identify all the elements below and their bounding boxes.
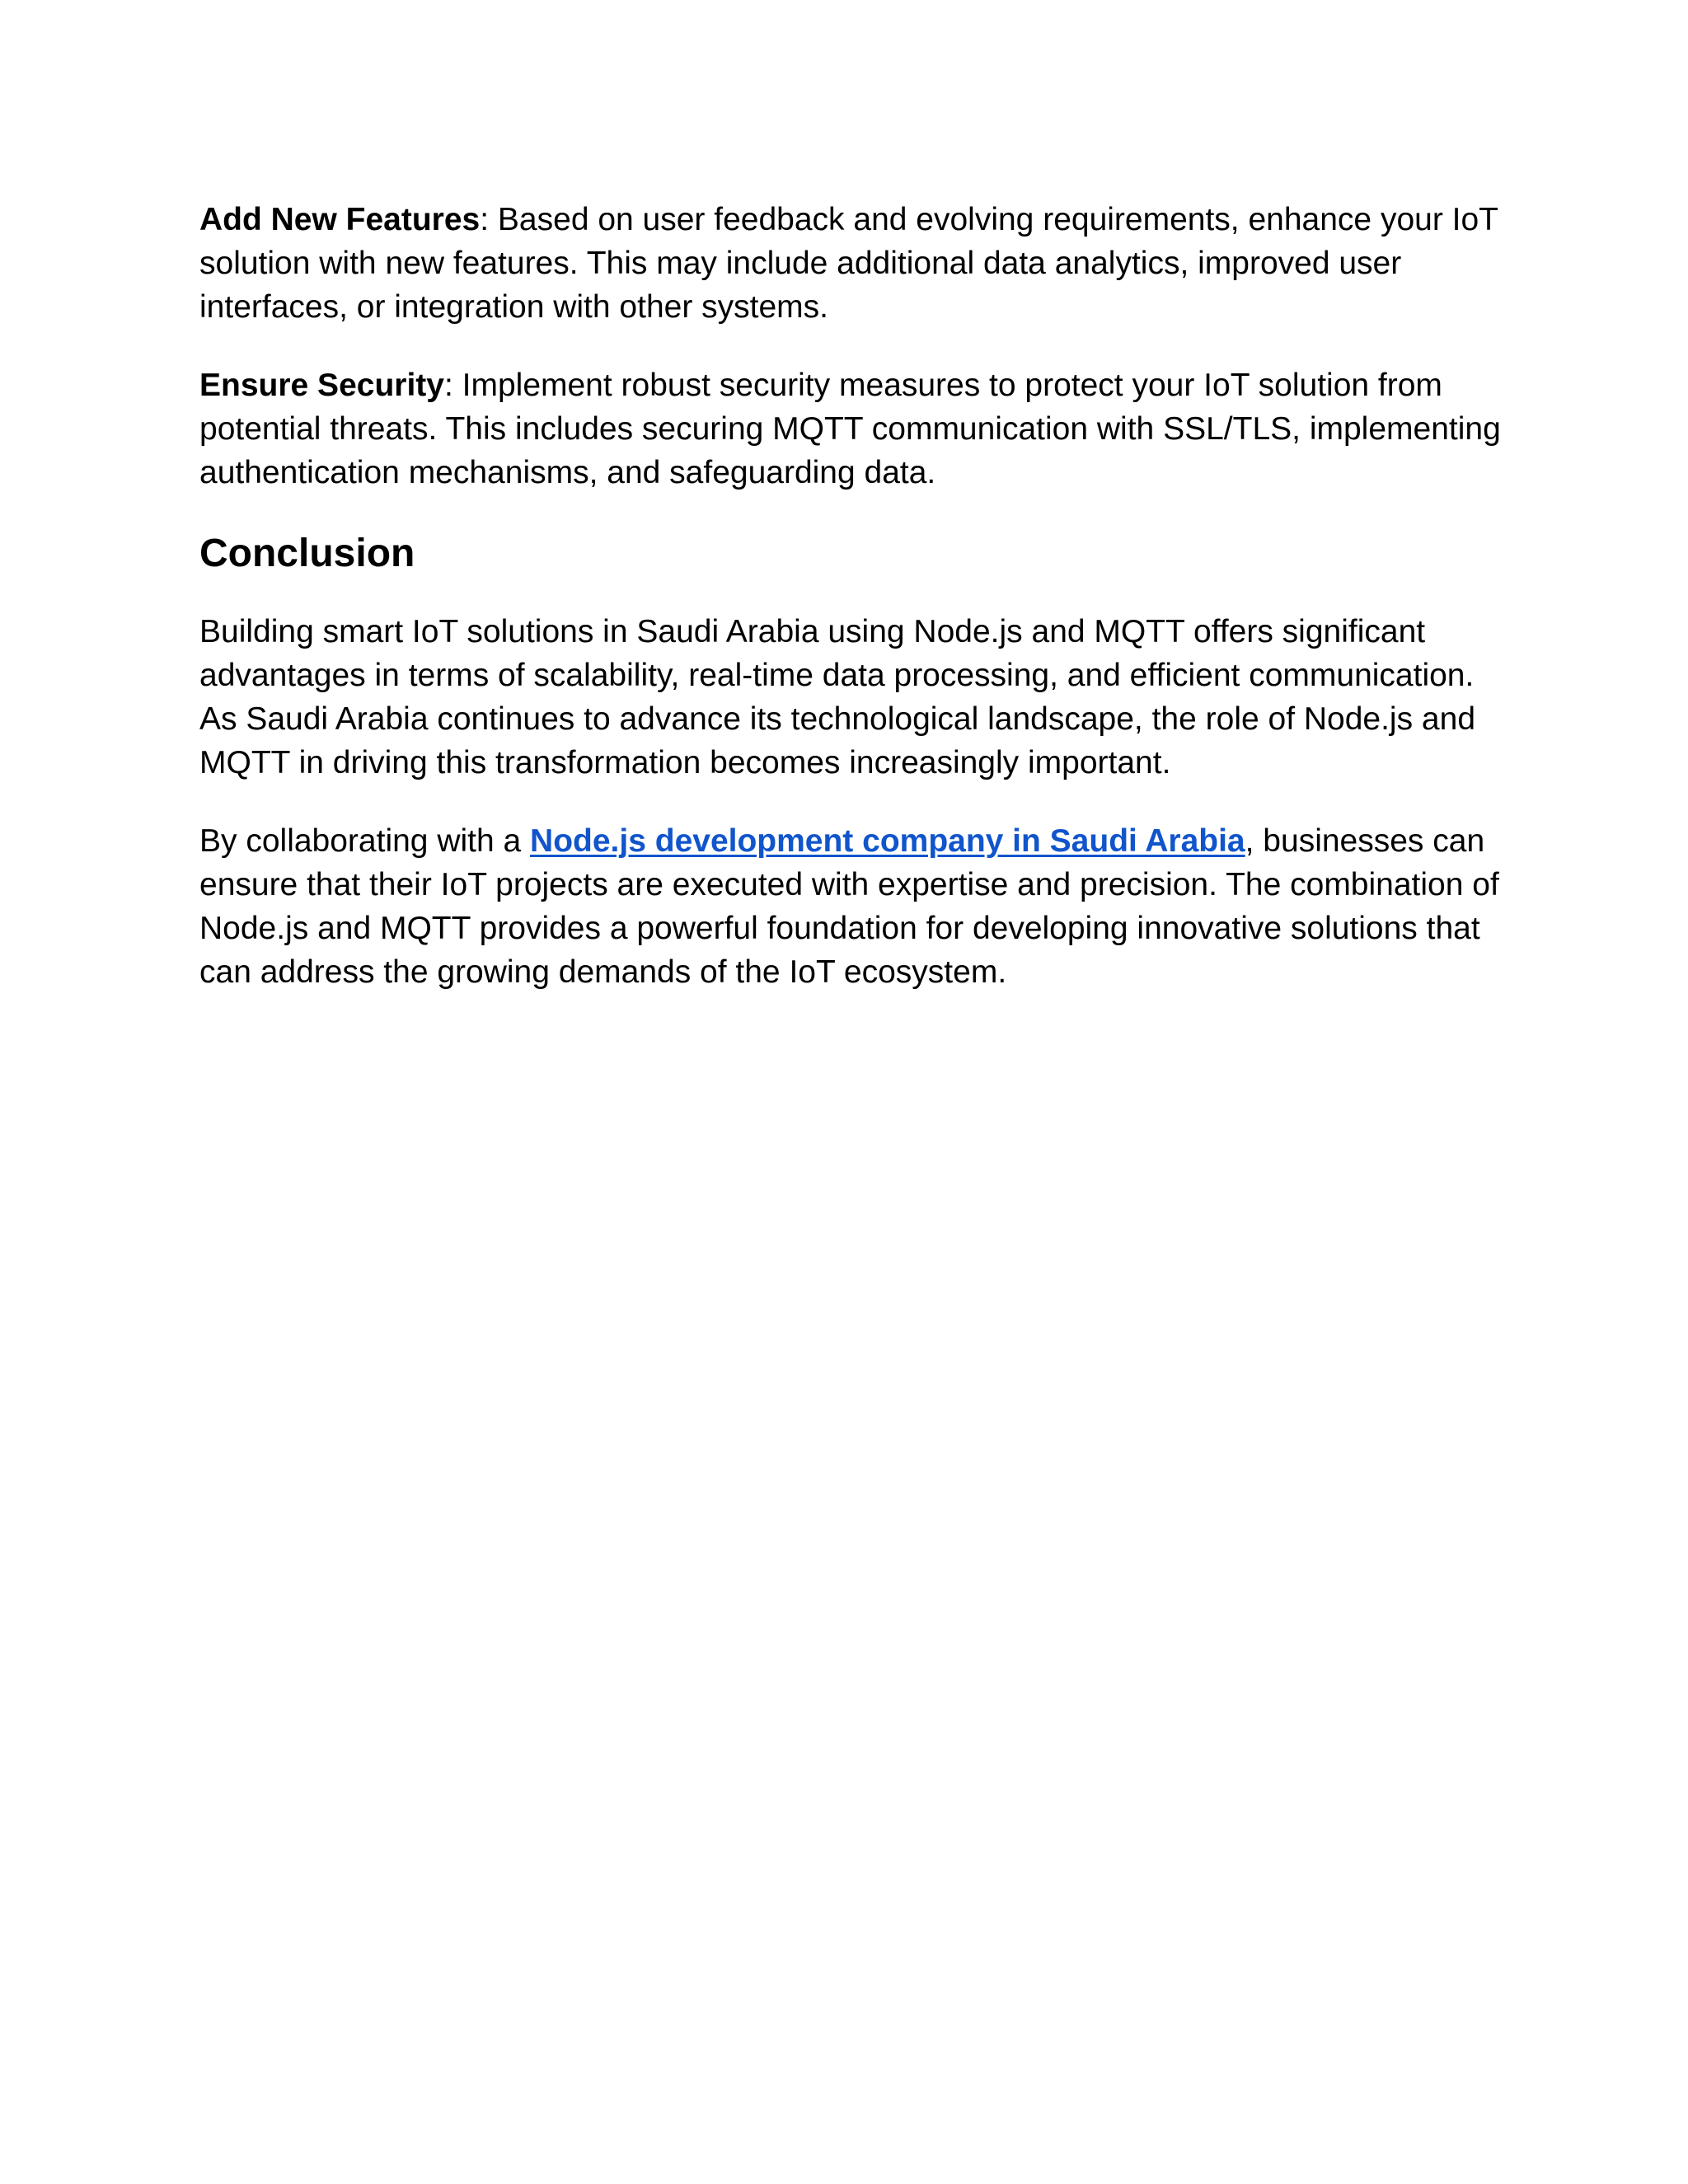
security-text: : Implement robust security measures to protect your IoT solution from potential threats. This includes securing MQTT communication with SSL/TLS, implementing authentication mechanisms, and safeguarding data. (199, 368, 1501, 490)
conclusion-paragraph-2-before: By collaborating with a (199, 823, 531, 859)
nodejs-company-link[interactable]: Node.js development company in Saudi Arabia (530, 823, 1245, 859)
security-term: Ensure Security (199, 368, 444, 403)
security-paragraph (199, 363, 1502, 494)
document-page (199, 198, 1502, 1029)
features-paragraph (199, 198, 1502, 329)
conclusion-paragraph-2-after: , businesses can ensure that their IoT projects are executed with expertise and precision. The combination of Node.js and MQTT provides a powerful foundation for developing innovative solutions that can address the growing demands of the IoT ecosystem. (199, 823, 1499, 990)
conclusion-paragraph-2 (199, 819, 1502, 994)
features-text: : Based on user feedback and evolving requirements, enhance your IoT solution with new features. This may include additional data analytics, improved user interfaces, or integration with other systems. (199, 202, 1498, 325)
conclusion-heading: Conclusion (199, 532, 415, 575)
conclusion-paragraph-1: Building smart IoT solutions in Saudi Arabia using Node.js and MQTT offers significant advantages in terms of scalability, real-time data processing, and efficient communication. As Saudi Arabia continues to advance its technological landscape, the role of Node.js and MQTT in driving this transformation becomes increasingly important. (199, 614, 1476, 780)
features-term: Add New Features (199, 202, 481, 237)
